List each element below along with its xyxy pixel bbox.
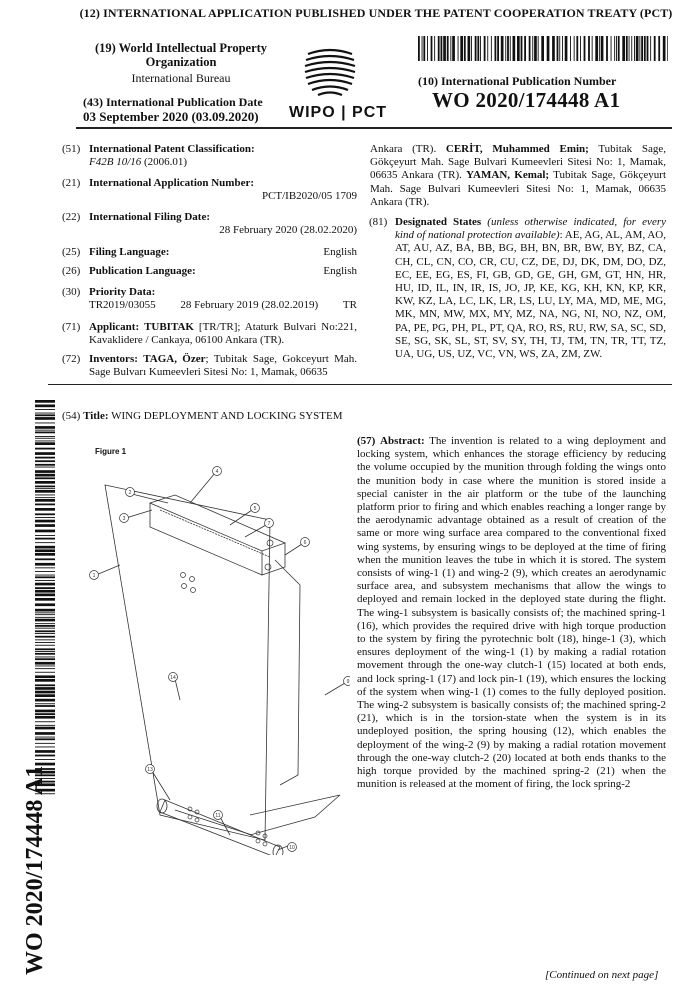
field-51-label: International Patent Classification: [89,143,255,155]
pub-number-value: WO 2020/174448 A1 [432,88,621,112]
callout-label-10: 10 [289,844,295,851]
wipo-logo-icon [300,40,360,100]
title-num: (54) [62,410,81,422]
publication-language: English [323,265,357,277]
designated-states-list: : AE, AG, AL, AM, AO, AT, AU, AZ, BA, BB, BG, BH, BN, BR, BW, BY, BZ, CA, CH, CL, CN, CO, CR, CU, CZ, DE, DJ, DK, DM, DO, DZ, EC, EE, EG, ES, FI, GB, GD, GE, GH, GM, GT, HN, HR, HU, ID, IL, IN, IR, IS, JO, JP, KE, KG, KH, KN, KP, KR, KW, KZ, LA, LC, LK, LR, LS, LU, LY, MA, MD, ME, MG, MK, MN, MW, MX, MY, MZ, NA, NG, NI, NO, NZ, OM, PA, PE, PG, PH, PL, PT, QA, RO, RS, RU, RW, SA, SC, SD, SE, SG, SK, SL, ST, SV, SY, TH, TJ, TM, TN, TR, TT, TZ, UA, UG, US, UZ, VC, VN, WS, ZA, ZM, ZW. [395,229,666,361]
field-81-label: Designated States [395,216,482,228]
application-number: PCT/IB2020/05 1709 [261,190,357,203]
applicant-name: TUBITAK [144,321,194,333]
inventor-2-address: Tubitak Sage, Gökçeyurt Mah. Sage Bulvari Kumeevleri Sitesi No: 1, Mamak, 06635 Ankara (TR). [370,143,666,182]
filing-language: English [323,246,357,258]
field-51-num: (51) [62,143,81,155]
title-field [62,410,343,422]
field-81 [370,216,666,361]
figure-label: Figure 1 [95,447,127,456]
field-26-label: Publication Language: [89,265,196,277]
ipc-date: (2006.01) [144,156,188,169]
field-72-num: (72) [62,353,81,365]
wing-mechanism-drawing [80,455,350,855]
org-line1: (19) World Intellectual Property [94,41,268,55]
field-71-label: Applicant: [89,321,140,333]
priority-date: 28 February 2019 (28.02.2019) [180,299,319,312]
field-21-label: International Application Number: [89,177,255,189]
filing-date: 28 February 2020 (28.02.2020) [219,224,357,237]
priority-country: TR [342,299,357,312]
field-81-num: (81) [369,216,388,228]
pub-number-label: (10) International Publication Number [418,74,617,88]
field-72-label: Inventors: [89,353,138,365]
document-type-heading: (12) INTERNATIONAL APPLICATION PUBLISHED UNDER THE PATENT COOPERATION TREATY (PCT) [79,6,673,20]
section-divider [48,384,672,385]
side-publication-number: WO 2020/174448 A1 [22,765,48,975]
callout-label-4: 4 [215,468,219,475]
continued-note: [Continued on next page] [545,969,659,981]
inventor-2-name: CERİT, Muhammed Emin; [445,143,589,155]
org-line2: Organization [145,55,217,69]
field-30-label: Priority Data: [89,286,156,298]
applicant-address: [TR/TR]; Ataturk Bulvari No:221, Kavaklidere / Cankaya, 06100 Ankara (TR). [89,321,357,347]
pub-date-label: (43) International Publication Date [83,95,263,109]
header-divider [76,127,672,129]
inventor-3-name: YAMAN, Kemal; [466,169,550,182]
field-26-num: (26) [62,265,81,277]
abstract-num: (57) [357,435,376,447]
barcode-top-icon [418,36,668,61]
callout-label-2: 2 [128,489,132,496]
field-30-num: (30) [62,286,81,298]
callout-label-9: 9 [346,678,350,685]
field-22-label: International Filing Date: [89,211,210,223]
field-81-note: (unless otherwise indicated, for every kind of national protection available) [395,216,666,242]
inventor-1-city: Ankara (TR). [370,143,446,155]
field-25-num: (25) [62,246,81,258]
abstract-label: Abstract: [380,435,425,447]
inventor-3-address: Tubitak Sage, Gökçeyurt Mah. Sage Bulvari Kumeevleri Sitesi No: 1, Mamak, 06635 Ankara (TR). [370,169,666,208]
priority-app-number: TR2019/03055 [89,299,156,312]
abstract-text: The invention is related to a wing deployment and locking system, which enhances the storage efficiency by reducing the volume occupied by the munition through folding the wings onto the munition body in case where the munition is stored inside a special canister in the air platform or the tube of the launching platform prior to firing and which enables reaching a longer range by the aerodynamic advantage obtained as a result of creation of the same or more wing surface area compared to the conventional fixed wing systems, by ensuring wings to be deployed at the time of firing when the munition leaves the tube in which it is stored. The system consists of wing-1 (1) and wing-2 (9), which creates an aerodynamic surface area, and subsystem mechanisms that allow the wings to deployed and remain locked in the deployed state during the flight. The wing-1 subsystem is basically consists of; the machined spring-1 (16), which provides the required drive with high torque production to the system by firing the pyrotechnic bolt (18), hinge-1 (3), which ensures deployment of the wing-1 (1) by making a radial rotation movement through the one-way clutch-1 (15) located at both ends, and lock spring-1 (17) and lock pin-1 (19), which ensures the locking of the system when wing-1 (1) comes to the fully deployed position. The wing-2 subsystem is basically consists of; the machined spring-2 (21), which is in the torsion-state when the system is in its undeployed position, the spring housing (12), which enables the deployment of the wing-2 (9) by making a radial rotation movement through the one-way clutch-2 (20) located at both ends thanks to the high torque provided by the machined spring-2 (21) when the munition is released at the moment of firing, the lock spring-2 [357,435,666,791]
field-71-num: (71) [62,321,81,333]
field-22-num: (22) [62,211,81,223]
inventor-1-name: TAGA, Özer [143,353,206,365]
callout-label-6: 6 [303,539,307,546]
abstract [357,435,666,791]
callout-label-13: 13 [147,766,153,773]
callout-label-3: 3 [122,515,126,522]
callout-label-14: 14 [170,674,176,681]
ipc-code: F42B 10/16 [89,156,142,169]
callout-label-1: 1 [92,572,96,579]
inventors-continued [370,143,666,209]
title-label: Title: [83,410,109,422]
callout-label-7: 7 [267,520,271,527]
inventor-1-address: ; Tubitak Sage, Gokceyurt Mah. Sage Bulvarı Kumeevleri Sitesi No: 1, Mamak, 06635 [89,353,358,379]
pub-date-value: 03 September 2020 (03.09.2020) [83,109,259,124]
invention-title: WING DEPLOYMENT AND LOCKING SYSTEM [111,410,343,422]
callout-label-11: 11 [215,812,221,819]
wipo-pct-wordmark: WIPO | PCT [289,104,388,121]
bureau-name: International Bureau [131,71,231,85]
field-21-num: (21) [62,177,81,189]
field-25-label: Filing Language: [89,246,170,258]
callout-label-5: 5 [253,505,257,512]
organization-name [86,41,276,69]
